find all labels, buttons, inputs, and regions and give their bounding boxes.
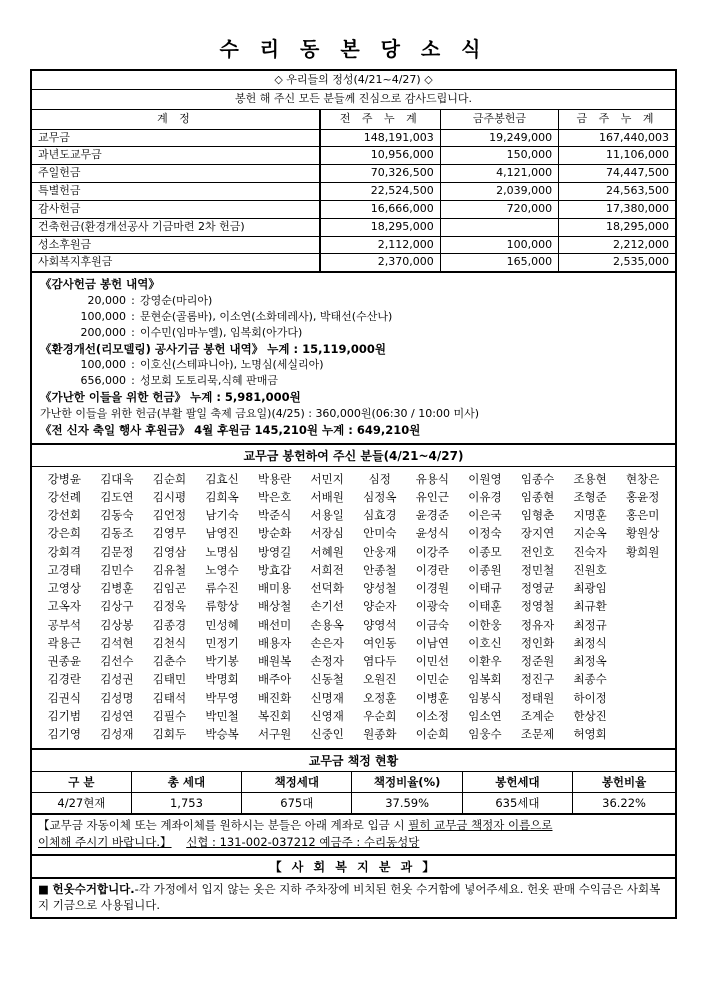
donor-name: 김동조 (100, 526, 134, 541)
donor-name: 오정훈 (363, 690, 397, 705)
donor-name: 우순희 (363, 708, 397, 723)
donor-name: 서민지 (310, 471, 344, 486)
donor-names-grid (32, 467, 675, 749)
donor-name: 최정규 (573, 617, 607, 632)
donor-name: 배원복 (257, 654, 292, 669)
poor-offering-line: 가난한 이들을 위한 헌금(부활 팔일 축제 금요일)(4/25) : 360,000원(06:30 / 10:00 미사) (40, 406, 479, 420)
donor-name: 조문제 (520, 727, 555, 742)
stats-header-total-households: 총 세대 (131, 772, 241, 793)
donor-name: 이종모 (468, 544, 502, 559)
donor-name: 한상진 (573, 708, 607, 723)
donor-name (616, 635, 669, 652)
donor-name: 김선수 (100, 654, 134, 669)
donor-name: 김도연 (100, 489, 134, 504)
donor-name: 복진회 (257, 708, 292, 723)
table-row (31, 218, 676, 236)
stats-value-total-households: 1,753 (131, 793, 241, 815)
donor-name: 임웅수 (468, 727, 502, 742)
donor-name: 임형춘 (520, 508, 555, 523)
donor-name: 곽용근 (47, 635, 81, 650)
stats-header-offering-rate: 봉헌비율 (573, 772, 676, 793)
donor-name: 김권식 (47, 690, 81, 705)
offering-details-block (30, 273, 677, 444)
donor-name: 안웅재 (363, 544, 397, 559)
donor-name: 배주아 (257, 672, 292, 687)
donor-name: 양순자 (363, 599, 397, 614)
donor-name: 신중인 (310, 727, 344, 742)
transfer-notice-line2: 이체해 주시기 바랍니다.】 (38, 835, 172, 850)
donor-name: 이순희 (415, 727, 450, 742)
donor-name: 서용일 (310, 508, 344, 523)
table-row (31, 147, 676, 165)
table-row (31, 183, 676, 201)
donor-name: 서구원 (257, 727, 292, 742)
donor-name (616, 617, 669, 634)
donor-names-block (30, 445, 677, 751)
donor-name: 이남연 (415, 635, 450, 650)
donor-name: 지순옥 (573, 526, 607, 541)
current-total: 2,212,000 (559, 236, 676, 254)
donor-name: 서혜원 (310, 544, 344, 559)
donor-name: 유용식 (415, 471, 450, 486)
donor-name: 유인근 (415, 489, 450, 504)
donor-name: 박무영 (205, 690, 239, 705)
donor-name: 배진화 (257, 690, 292, 705)
prev-total: 10,956,000 (320, 147, 440, 165)
week-offering: 4,121,000 (440, 165, 558, 183)
current-total: 24,563,500 (559, 183, 676, 201)
donor-name: 정진구 (520, 672, 555, 687)
current-total: 18,295,000 (559, 218, 676, 236)
current-total: 11,106,000 (559, 147, 676, 165)
detail-names: 문현순(골롬바), 이소연(소화데레사), 박태선(수산나) (140, 309, 393, 323)
donor-name: 장지연 (520, 526, 555, 541)
donor-name: 박기봉 (205, 654, 239, 669)
current-total: 167,440,003 (559, 129, 676, 147)
donor-name: 신동철 (310, 672, 344, 687)
donor-name: 이호신 (468, 635, 502, 650)
donor-name: 김성명 (100, 690, 134, 705)
donor-name: 임봉식 (468, 690, 502, 705)
detail-amount: 200,000 (80, 325, 126, 339)
donor-name: 안종철 (363, 562, 397, 577)
prev-total: 2,370,000 (320, 254, 440, 272)
donor-names-title: 교무금 봉헌하여 주신 분들(4/21~4/27) (32, 445, 675, 467)
donor-name: 진원호 (573, 562, 607, 577)
donor-name: 김병훈 (100, 581, 134, 596)
week-offering (440, 218, 558, 236)
donor-name: 류수진 (205, 581, 239, 596)
detail-names: 성모회 도토리묵,식혜 판매금 (140, 374, 279, 388)
donor-name: 노영수 (205, 562, 239, 577)
donor-name: 김희옥 (205, 489, 239, 504)
donor-name: 박민철 (205, 708, 239, 723)
dues-status-table (30, 750, 677, 815)
detail-amount: 100,000 (80, 309, 126, 323)
stats-value-assessed-rate: 37.59% (352, 793, 462, 815)
donor-name: 정인화 (520, 635, 555, 650)
stats-value-assessed-households: 675대 (242, 793, 352, 815)
offering-column-header-row (31, 109, 676, 129)
detail-colon: : (131, 374, 135, 388)
offering-subheader-row (31, 89, 676, 109)
detail-line (40, 325, 667, 341)
donor-name: 서장심 (310, 526, 344, 541)
donor-name: 김영무 (152, 526, 187, 541)
detail-amount: 20,000 (87, 293, 126, 307)
donor-name: 고옥자 (47, 599, 81, 614)
table-row (31, 200, 676, 218)
account-name: 특별헌금 (31, 183, 320, 201)
detail-names: 이호신(스테파니아), 노명심(세실리아) (140, 358, 324, 372)
donor-name: 김석현 (100, 635, 134, 650)
donor-name: 김성권 (100, 672, 134, 687)
column-header-week-offering: 금주봉헌금 (440, 109, 558, 129)
offering-header: ◇ 우리들의 정성(4/21~4/27) ◇ (31, 70, 676, 89)
donor-name: 이은국 (468, 508, 502, 523)
detail-line (40, 293, 667, 309)
account-name: 교무금 (31, 129, 320, 147)
table-row (31, 236, 676, 254)
donor-name: 이환우 (468, 654, 502, 669)
donor-name: 신명재 (310, 690, 344, 705)
donor-name: 최종수 (573, 672, 607, 687)
column-header-account: 계 정 (31, 109, 320, 129)
offering-table (30, 69, 677, 273)
prev-total: 18,295,000 (320, 218, 440, 236)
donor-name: 염다두 (363, 654, 397, 669)
account-name: 과년도교무금 (31, 147, 320, 165)
current-total: 74,447,500 (559, 165, 676, 183)
donor-name: 배상철 (257, 599, 292, 614)
donor-name: 류항상 (205, 599, 239, 614)
donor-name: 김상봉 (100, 617, 134, 632)
detail-colon: : (131, 358, 135, 372)
donor-name: 심정 (368, 471, 391, 486)
donor-name: 박용란 (257, 471, 292, 486)
donor-name: 오원진 (363, 672, 397, 687)
stats-value-offering-households: 635세대 (462, 793, 572, 815)
donor-name: 서희전 (310, 562, 344, 577)
donor-name: 강은희 (47, 526, 81, 541)
donor-name: 김필수 (152, 708, 187, 723)
donor-name: 임복회 (468, 672, 502, 687)
detail-line (40, 309, 667, 325)
donor-name: 여인동 (363, 635, 397, 650)
donor-name: 허영회 (573, 727, 607, 742)
transfer-notice-emphasis: 필히 교무금 책정자 이름으로 (408, 818, 553, 833)
donor-name: 서배원 (310, 489, 344, 504)
donor-name: 남기숙 (205, 508, 239, 523)
donor-name: 김태민 (152, 672, 187, 687)
donor-name: 정준원 (520, 654, 555, 669)
donor-name (616, 580, 669, 597)
donor-name: 김성재 (100, 727, 134, 742)
donor-name (616, 562, 669, 579)
donor-name: 김상구 (100, 599, 134, 614)
donor-name: 이강주 (415, 544, 450, 559)
donor-name: 이태규 (468, 581, 502, 596)
donor-name: 이소정 (415, 708, 450, 723)
donor-name: 최정옥 (573, 654, 607, 669)
donor-name: 강선례 (47, 489, 81, 504)
donor-name: 민성혜 (205, 617, 239, 632)
stats-header-division: 구 분 (31, 772, 131, 793)
donor-name: 윤성식 (415, 526, 450, 541)
donor-name (616, 598, 669, 615)
donor-name: 이금숙 (415, 617, 450, 632)
donor-name: 원종화 (363, 727, 397, 742)
donor-name: 김정욱 (152, 599, 187, 614)
donor-name: 홍윤정 (626, 489, 660, 504)
week-offering: 2,039,000 (440, 183, 558, 201)
donor-name: 이한웅 (468, 617, 502, 632)
donor-name: 조형준 (573, 489, 607, 504)
donor-name (616, 653, 669, 670)
donor-name: 노명심 (205, 544, 239, 559)
donor-name: 선덕화 (310, 581, 344, 596)
detail-amount: 100,000 (80, 358, 126, 372)
donor-name: 배선미 (257, 617, 292, 632)
donor-name: 배용자 (257, 635, 292, 650)
donor-name: 방효갑 (257, 562, 292, 577)
donor-name: 이태훈 (468, 599, 502, 614)
donor-name: 김천식 (152, 635, 187, 650)
donor-name: 김춘수 (152, 654, 187, 669)
table-row (31, 165, 676, 183)
donor-name: 이원영 (468, 471, 502, 486)
donor-name: 이민순 (415, 672, 450, 687)
stats-title-row (31, 750, 676, 772)
account-name: 건축헌금(환경개선공사 기금마련 2차 헌금) (31, 218, 320, 236)
donor-name: 손용옥 (310, 617, 344, 632)
stats-header-row (31, 772, 676, 793)
donor-name: 김성연 (100, 708, 134, 723)
donor-name: 양영석 (363, 617, 397, 632)
donor-name: 정영철 (520, 599, 555, 614)
table-row (31, 254, 676, 272)
donor-name: 김태석 (152, 690, 187, 705)
donor-name: 정민철 (520, 562, 555, 577)
welfare-item-body: -각 가정에서 입지 않는 옷은 지하 주차장에 비치된 헌옷 수거함에 넣어주세요. 헌옷 판매 수익금은 사회복지 기금으로 사용됩니다. (38, 881, 661, 913)
donor-name: 최광임 (573, 581, 607, 596)
donor-name: 윤경준 (415, 508, 450, 523)
donor-name: 김시평 (152, 489, 187, 504)
donor-name: 정영균 (520, 581, 555, 596)
offering-header-row (31, 70, 676, 89)
donor-name: 황원상 (626, 526, 660, 541)
donor-name: 현창은 (626, 471, 660, 486)
stats-value-division: 4/27현재 (31, 793, 131, 815)
donor-name: 조용현 (573, 471, 607, 486)
donor-name: 김대욱 (100, 471, 134, 486)
donor-name: 고경태 (47, 562, 81, 577)
donor-name: 박준식 (257, 508, 292, 523)
donor-name: 최정식 (573, 635, 607, 650)
stats-value-offering-rate: 36.22% (573, 793, 676, 815)
donor-name: 조계순 (520, 708, 555, 723)
donor-name: 고영상 (47, 581, 81, 596)
donor-name: 홍은미 (626, 508, 660, 523)
donor-name: 공부석 (47, 617, 81, 632)
donor-name: 이병훈 (415, 690, 450, 705)
donor-name: 남영진 (205, 526, 239, 541)
column-header-prev-total: 전 주 누 계 (320, 109, 440, 129)
account-name: 감사헌금 (31, 200, 320, 218)
prev-total: 70,326,500 (320, 165, 440, 183)
donor-name: 김동숙 (100, 508, 134, 523)
donor-name (616, 726, 669, 743)
detail-line (40, 373, 667, 389)
stats-header-assessed-rate: 책정비율(%) (352, 772, 462, 793)
donor-name: 권종윤 (47, 654, 81, 669)
donor-name: 강선회 (47, 508, 81, 523)
week-offering: 19,249,000 (440, 129, 558, 147)
donor-name: 배미용 (257, 581, 292, 596)
donor-name: 김종경 (152, 617, 187, 632)
donor-name: 이광숙 (415, 599, 450, 614)
donor-name: 정태원 (520, 690, 555, 705)
donor-name: 임종현 (520, 489, 555, 504)
stats-header-assessed-households: 책정세대 (242, 772, 352, 793)
stats-value-row (31, 793, 676, 815)
bullet-square-icon: ■ (38, 881, 49, 896)
donor-name: 김순희 (152, 471, 187, 486)
donor-name: 이경원 (415, 581, 450, 596)
donor-name: 박승복 (205, 727, 239, 742)
column-header-current-total: 금 주 누 계 (559, 109, 676, 129)
detail-amount: 656,000 (80, 374, 126, 388)
donor-name: 심정옥 (363, 489, 397, 504)
donor-name: 김기범 (47, 708, 81, 723)
donor-name: 양성철 (363, 581, 397, 596)
donor-name: 김언정 (152, 508, 187, 523)
prev-total: 2,112,000 (320, 236, 440, 254)
donor-name: 지명훈 (573, 508, 607, 523)
welfare-item-title: 헌옷수거합니다. (52, 881, 135, 896)
week-offering: 720,000 (440, 200, 558, 218)
donor-name: 방순화 (257, 526, 292, 541)
prev-total: 16,666,000 (320, 200, 440, 218)
donor-name: 김유철 (152, 562, 187, 577)
table-row (31, 129, 676, 147)
donor-name: 이유경 (468, 489, 502, 504)
donor-name (616, 708, 669, 725)
detail-names: 강영순(마리아) (140, 293, 213, 307)
donor-name: 하이정 (573, 690, 607, 705)
donor-name: 손은자 (310, 635, 344, 650)
account-name: 사회복지후원금 (31, 254, 320, 272)
page-title: 수 리 동 본 당 소 식 (219, 37, 488, 61)
welfare-notice (30, 879, 677, 919)
offering-subheader: 봉헌 해 주신 모든 분들께 진심으로 감사드립니다. (31, 89, 676, 109)
donor-name: 이민선 (415, 654, 450, 669)
account-name: 주일헌금 (31, 165, 320, 183)
donor-name: 김영삼 (152, 544, 187, 559)
prev-total: 22,524,500 (320, 183, 440, 201)
donor-name: 방영길 (257, 544, 292, 559)
detail-colon: : (131, 309, 135, 323)
detail-line (40, 357, 667, 373)
detail-colon: : (131, 325, 135, 339)
detail-names: 이수민(임마누엘), 임복회(아가다) (140, 325, 303, 339)
donor-name: 안미숙 (363, 526, 397, 541)
donor-name: 최규환 (573, 599, 607, 614)
donor-name: 손기선 (310, 599, 344, 614)
donor-name: 김회두 (152, 727, 187, 742)
donor-name: 이경란 (415, 562, 450, 577)
donor-name: 임종수 (520, 471, 555, 486)
stats-header-offering-households: 봉헌세대 (462, 772, 572, 793)
thanks-offering-header: 《감사헌금 봉헌 내역》 (40, 277, 160, 292)
donor-name (616, 671, 669, 688)
prev-total: 148,191,003 (320, 129, 440, 147)
transfer-account: 신협 : 131-002-037212 예금주 : 수리동성당 (186, 835, 420, 850)
week-offering: 100,000 (440, 236, 558, 254)
donor-name: 심효경 (363, 508, 397, 523)
donor-name: 박명회 (205, 672, 239, 687)
donor-name: 정유자 (520, 617, 555, 632)
current-total: 17,380,000 (559, 200, 676, 218)
feast-support-header: 《전 신자 축일 행사 후원금》 4월 후원금 145,210원 누계 : 649,210원 (40, 422, 421, 437)
donor-name: 강병윤 (47, 471, 81, 486)
remodel-fund-header: 《환경개선(리모델링) 공사기금 봉헌 내역》 누계 : 15,119,000원 (40, 341, 386, 356)
current-total: 2,535,000 (559, 254, 676, 272)
donor-name: 황희원 (626, 544, 660, 559)
stats-title: 교무금 책정 현황 (31, 750, 676, 772)
donor-name: 전인호 (520, 544, 555, 559)
welfare-section-title: 【 사 회 복 지 분 과 】 (30, 856, 677, 879)
donor-name: 박은호 (257, 489, 292, 504)
account-name: 성소후원금 (31, 236, 320, 254)
week-offering: 150,000 (440, 147, 558, 165)
donor-name: 김기영 (47, 727, 81, 742)
donor-name: 민정기 (205, 635, 239, 650)
transfer-notice-line1: 【교무금 자동이체 또는 계좌이체를 원하시는 분들은 아래 계좌로 입금 시 (38, 818, 409, 833)
donor-name: 김문정 (100, 544, 134, 559)
donor-name: 김임곤 (152, 581, 187, 596)
donor-name: 신영재 (310, 708, 344, 723)
poor-offering-header: 《가난한 이들을 위한 헌금》 누계 : 5,981,000원 (40, 390, 301, 405)
donor-name: 이종원 (468, 562, 502, 577)
donor-name: 이정숙 (468, 526, 502, 541)
donor-name: 임소연 (468, 708, 502, 723)
donor-name: 김경란 (47, 672, 81, 687)
donor-name: 강회격 (47, 544, 81, 559)
donor-name: 김민수 (100, 562, 134, 577)
detail-colon: : (131, 293, 135, 307)
donor-name: 진숙자 (573, 544, 607, 559)
donor-name (616, 690, 669, 707)
donor-name: 손정자 (310, 654, 344, 669)
donor-name: 김효신 (205, 471, 239, 486)
transfer-notice (30, 815, 677, 855)
week-offering: 165,000 (440, 254, 558, 272)
